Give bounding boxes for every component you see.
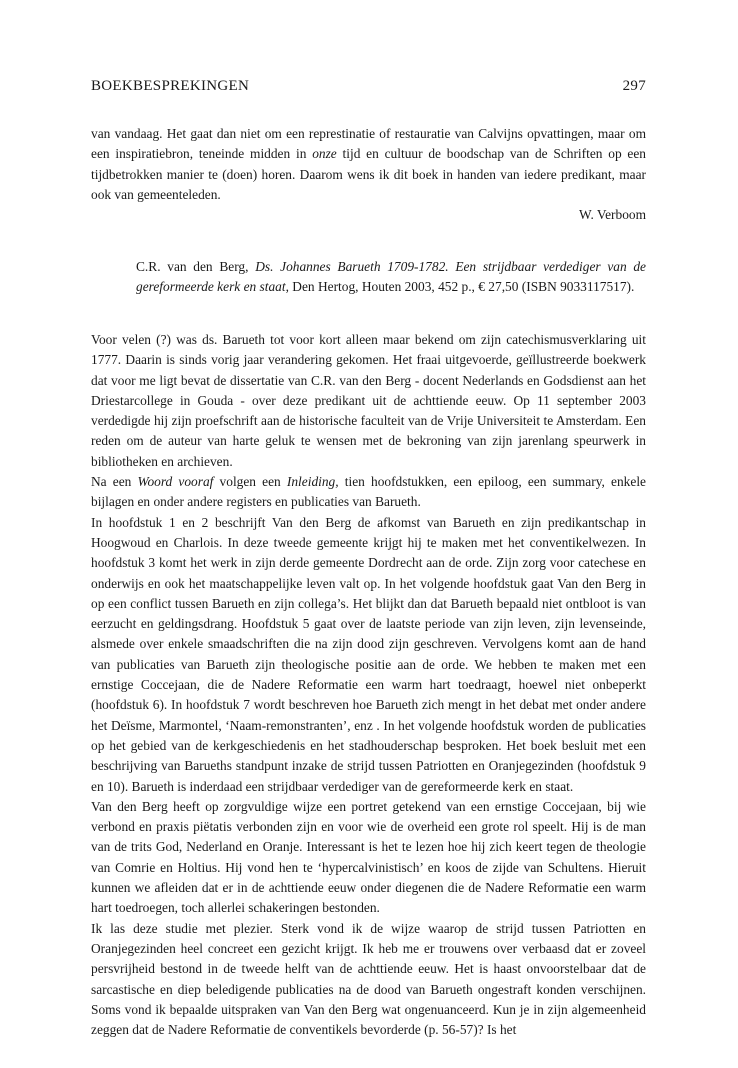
- review-body: [91, 330, 646, 1040]
- body-paragraph-5: Ik las deze studie met plezier. Sterk vond ik de wijze waarop de strijd tussen Patriotten en Oranjegezinden heel concreet een gezicht krijgt. Ik heb me er trouwens over verbaasd dat er zoveel persvrijheid bestond in de tweede helft van de achttiende eeuw. Het is haast onvoorstelbaar dat de sarcastische en diep beledigende publicaties na de dood van Barueth ongestraft konden verschijnen. Soms vond ik bepaalde uitspraken van Van den Berg wat ongenuanceerd. Kun je in zijn algemeenheid zeggen dat de Nadere Reformatie de conventikels bevorderde (p. 56-57)? Is het: [91, 920, 646, 1038]
- book-reference: [136, 257, 646, 298]
- body-paragraph-1: Voor velen (?) was ds. Barueth tot voor kort alleen maar bekend om zijn catechismusverklaring uit 1777. Daarin is sinds vorig jaar verandering gekomen. Het fraai uitgevoerde, geïllustreerde boekwerk dat voor me ligt bevat de dissertatie van C.R. van den Berg - docent Nederlands en Godsdienst aan het Driestarcollege in Gouda - over deze predikant uit de achttiende eeuw. Op 11 september 2003 verdedigde hij zijn proefschrift aan de historische faculteit van de Vrije Universiteit te Amsterdam. Een reden om de auteur van harte geluk te wensen met de bekroning van zijn jarenlang speurwerk in bibliotheken en archieven.: [91, 332, 646, 469]
- italic-text: Woord vooraf: [137, 474, 214, 490]
- intro-paragraph: van vandaag. Het gaat dan niet om een represtinatie of restauratie van Calvijns opvattingen, maar om een inspiratiebron, teneinde midden in onze tijd en cultuur de boodschap van de Schriften op een tijdbetrokken manier te (doen) horen. Daarom wens ik dit boek in handen van iedere predikant, maar ook van gemeenteleden.: [91, 126, 647, 202]
- book-reference-text: C.R. van den Berg, Ds. Johannes Barueth 1709-1782. Een strijdbaar verdediger van de gereformeerde kerk en staat, Den Hertog, Houten 2003, 452 p., € 27,50 (ISBN 9033117517).: [136, 259, 646, 295]
- italic-text: Inleiding,: [286, 474, 339, 490]
- body-paragraph-2: Na een Woord vooraf volgen een Inleiding, tien hoofdstukken, een epiloog, een summary, enkele bijlagen en onder andere registers en publicaties van Barueth.: [91, 474, 646, 510]
- body-paragraph-3: In hoofdstuk 1 en 2 beschrijft Van den Berg de afkomst van Barueth en zijn predikantschap in Hoogwoud en Charlois. In deze tweede gemeente krijgt hij te maken met het conventikelwezen. In hoofdstuk 3 komt het werk in zijn derde gemeente Dordrecht aan de orde. Zijn zorg voor catechese en onderwijs en ook het maatschappelijke leven valt op. In het volgende hoofdstuk gaat Van den Berg in op een conflict tussen Barueth en zijn collega’s. Het blijkt dan dat Barueth bepaald niet ontbloot is van eerzucht en geldingsdrang. Hoofdstuk 5 gaat over de laatste periode van zijn leven, zijn levenseinde, alsmede over enkele smaadschriften die na zijn dood zijn geschreven. Vervolgens komt aan de hand van publicaties van Barueth zijn theologische positie aan de orde. We hebben te maken met een ernstige Coccejaan, die de Nadere Reformatie een warm hart toedraagt, hoewel niet onbeperkt (hoofdstuk 6). In hoofdstuk 7 wordt beschreven hoe Barueth zich mengt in het debat met onder andere het Deïsme, Marmontel, ‘Naam-remonstranten’, enz . In het volgende hoofdstuk worden de publicaties op het gebied van de kerkgeschiedenis en het stadhouderschap besproken. Het boek besluit met een beschrijving van Barueths standpunt inzake de strijd tussen Patriotten en Oranjegezinden (hoofdstuk 9 en 10). Barueth is inderdaad een strijdbaar verdediger van de gereformeerde kerk en staat.: [91, 514, 646, 794]
- italic-text: onze: [312, 146, 337, 162]
- page-number: 297: [622, 78, 646, 94]
- reviewer-signature: W. Verboom: [579, 207, 646, 223]
- italic-text: Ds. Johannes Barueth 1709-1782. Een strijdbaar verdediger van de gereformeerde kerk en staat: [136, 259, 646, 295]
- body-paragraph-4: Van den Berg heeft op zorgvuldige wijze een portret getekend van een ernstige Coccejaan, bij wie verbond en praxis piëtatis verbonden zijn en voor wie de overheid een grote rol speelt. Hij is de man van de trits God, Nederland en Oranje. Interessant is het te lezen hoe hij zich keert tegen de theologie van Comrie en Holtius. Hij vond hen te ‘hypercalvinistisch’ en koos de zijde van Schultens. Hieruit kunnen we afleiden dat er in de achttiende eeuw onder diegenen die de Nadere Reformatie een warm hart toedroegen, toch allerlei schakeringen bestonden.: [91, 798, 646, 916]
- running-header: [91, 78, 646, 100]
- running-title: BOEKBESPREKINGEN: [91, 78, 250, 94]
- previous-review-ending: [91, 124, 646, 225]
